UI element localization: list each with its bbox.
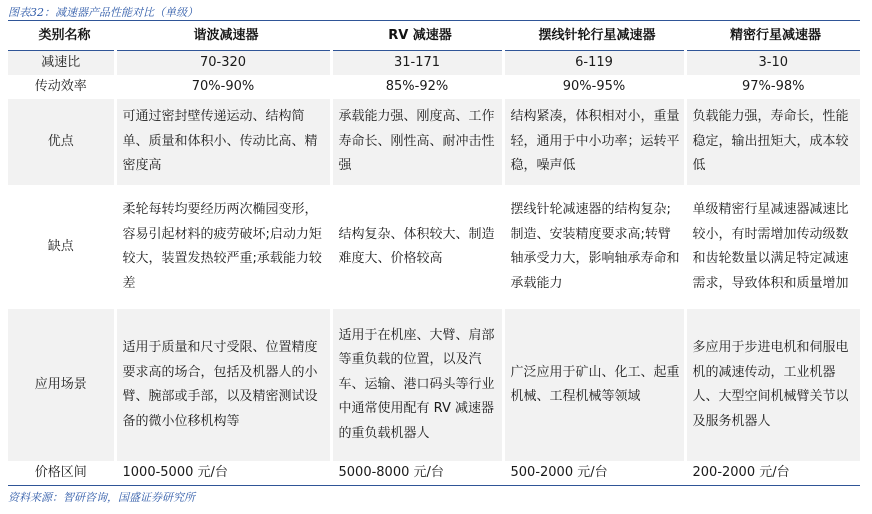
row-label: 优点 <box>8 99 115 185</box>
row-label: 价格区间 <box>8 461 115 486</box>
table-cell: 适用于在机座、大臂、肩部等重负载的位置，以及汽车、运输、港口码头等行业中通常使用配有 RV 减速器的重负载机器人 <box>331 309 503 461</box>
table-row <box>8 309 860 461</box>
bottom-rule <box>8 485 860 486</box>
table-cell: 85%-92% <box>331 75 503 99</box>
table-cell: 31-171 <box>331 51 503 76</box>
header-harmonic: 谐波减速器 <box>115 22 331 51</box>
table-cell: 70-320 <box>115 51 331 76</box>
table-cell: 5000-8000 元/台 <box>331 461 503 486</box>
table-row <box>8 99 860 185</box>
table-cell: 结构紧凑，体积相对小，重量轻，通用于中小功率；运转平稳，噪声低 <box>503 99 685 185</box>
header-rv: RV 减速器 <box>331 22 503 51</box>
table-cell: 1000-5000 元/台 <box>115 461 331 486</box>
header-category: 类别名称 <box>8 22 115 51</box>
header-cycloidal: 摆线针轮行星减速器 <box>503 22 685 51</box>
table-cell: 500-2000 元/台 <box>503 461 685 486</box>
table-cell: 70%-90% <box>115 75 331 99</box>
table-cell: 200-2000 元/台 <box>685 461 860 486</box>
header-row <box>8 22 860 51</box>
comparison-table <box>8 22 860 486</box>
table-cell: 可通过密封壁传递运动、结构简单、质量和体积小、传动比高、精密度高 <box>115 99 331 185</box>
table-cell: 适用于质量和尺寸受限、位置精度要求高的场合，包括及机器人的小臂、腕部或手部，以及精密测试设备的微小位移机构等 <box>115 309 331 461</box>
table-row <box>8 461 860 486</box>
table-cell: 柔轮每转均要经历两次椭园变形，容易引起材料的疲劳破坏;启动力矩较大，装置发热较严重;承载能力较差 <box>115 185 331 309</box>
row-label: 传动效率 <box>8 75 115 99</box>
table-cell: 广泛应用于矿山、化工、起重机械、工程机械等领域 <box>503 309 685 461</box>
row-label: 缺点 <box>8 185 115 309</box>
table-row <box>8 75 860 99</box>
table-cell: 单级精密行星减速器减速比较小，有时需增加传动级数和齿轮数量以满足特定减速需求，导致体积和质量增加 <box>685 185 860 309</box>
table-cell: 6-119 <box>503 51 685 76</box>
table-cell: 结构复杂、体积较大、制造难度大、价格较高 <box>331 185 503 309</box>
top-rule <box>8 20 860 21</box>
table-row <box>8 185 860 309</box>
table-cell: 承载能力强、刚度高、工作寿命长、刚性高、耐冲击性强 <box>331 99 503 185</box>
table-cell: 摆线针轮减速器的结构复杂;制造、安装精度要求高;转臂轴承受力大，影响轴承寿命和承载能力 <box>503 185 685 309</box>
row-label: 减速比 <box>8 51 115 76</box>
table-cell: 90%-95% <box>503 75 685 99</box>
table-row <box>8 51 860 76</box>
row-label: 应用场景 <box>8 309 115 461</box>
source-note: 资料来源：智研咨询，国盛证券研究所 <box>8 491 195 504</box>
table-cell: 3-10 <box>685 51 860 76</box>
figure-title: 图表32：减速器产品性能对比（单级） <box>8 6 198 19</box>
header-planetary: 精密行星减速器 <box>685 22 860 51</box>
table-cell: 负载能力强，寿命长，性能稳定，输出扭矩大，成本较低 <box>685 99 860 185</box>
table-cell: 97%-98% <box>685 75 860 99</box>
table-cell: 多应用于步进电机和伺服电机的减速传动，工业机器人、大型空间机械臂关节以及服务机器人 <box>685 309 860 461</box>
